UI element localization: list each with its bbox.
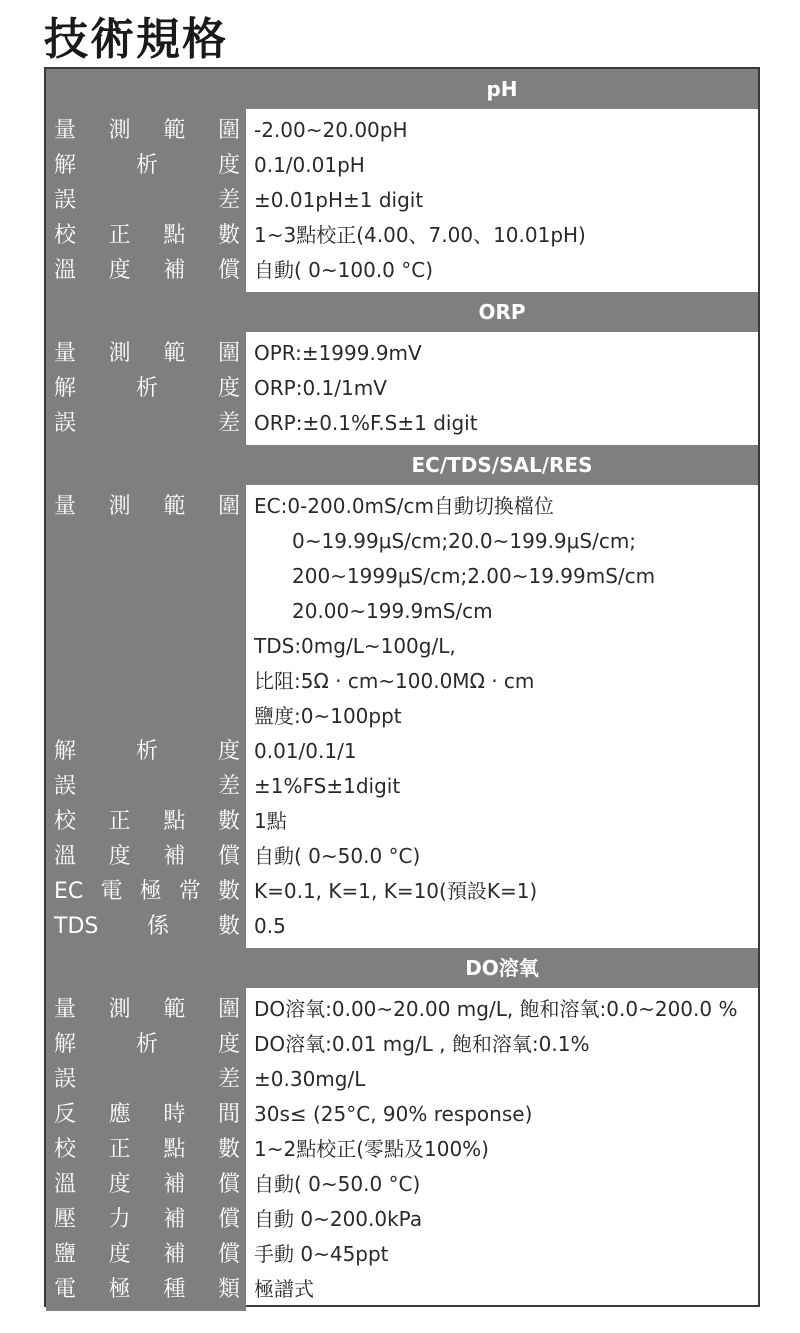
section-do xyxy=(46,948,758,1311)
spec-label xyxy=(46,559,246,594)
spec-label xyxy=(46,699,246,734)
spec-label: 誤差 xyxy=(54,411,240,436)
spec-value: ±1%FS±1digit xyxy=(254,774,401,798)
section-body xyxy=(46,988,758,1311)
spec-value: 30s≤ (25°C, 90% response) xyxy=(254,1102,533,1126)
spec-label: 校正點數 xyxy=(54,809,240,834)
spec-value: K=0.1, K=1, K=10(預設K=1) xyxy=(254,879,538,903)
spec-value: 鹽度:0~100ppt xyxy=(254,704,402,728)
page-title: 技術規格 xyxy=(44,14,228,65)
spec-row xyxy=(46,1062,758,1097)
section-body xyxy=(46,332,758,445)
spec-label: 溫度補償 xyxy=(54,258,240,283)
spec-row xyxy=(46,664,758,699)
spec-row xyxy=(46,1027,758,1062)
spec-row xyxy=(46,734,758,769)
spec-value: 1~2點校正(零點及100%) xyxy=(254,1137,489,1161)
spec-label: 解析度 xyxy=(54,739,240,764)
section-header: DO溶氧 xyxy=(46,948,758,988)
spec-label: 量測範圍 xyxy=(54,494,240,519)
spec-value: 1點 xyxy=(254,809,287,833)
spec-row xyxy=(46,218,758,253)
spec-value: 20.00~199.9mS/cm xyxy=(292,599,493,623)
spec-row xyxy=(46,524,758,559)
spec-label: 溫度補償 xyxy=(54,1172,240,1197)
spec-label: 電極種類 xyxy=(54,1277,240,1302)
spec-row xyxy=(46,148,758,183)
spec-value: TDS:0mg/L~100g/L, xyxy=(254,634,456,658)
spec-label xyxy=(46,664,246,699)
spec-label: 校正點數 xyxy=(54,1137,240,1162)
spec-value: 比阻:5Ω · cm~100.0MΩ · cm xyxy=(254,669,535,693)
section-ph xyxy=(46,69,758,292)
spec-row xyxy=(46,371,758,406)
spec-row xyxy=(46,1132,758,1167)
spec-value: 0.01/0.1/1 xyxy=(254,739,357,763)
spec-value: 自動 0~200.0kPa xyxy=(254,1207,423,1231)
spec-value: DO溶氧:0.01 mg/L , 飽和溶氧:0.1% xyxy=(254,1032,590,1056)
spec-label: 量測範圍 xyxy=(54,997,240,1022)
spec-value: 1~3點校正(4.00、7.00、10.01pH) xyxy=(254,223,586,247)
section-body xyxy=(46,485,758,948)
spec-label: 解析度 xyxy=(54,1032,240,1057)
spec-label xyxy=(46,524,246,559)
spec-table xyxy=(44,67,760,1307)
spec-row xyxy=(46,1097,758,1132)
spec-row xyxy=(46,594,758,629)
spec-label: 鹽度補償 xyxy=(54,1242,240,1267)
spec-label: 壓力補償 xyxy=(54,1207,240,1232)
spec-row xyxy=(46,183,758,218)
spec-label xyxy=(46,594,246,629)
spec-label: 誤差 xyxy=(54,1067,240,1092)
section-ec-tds-sal-res xyxy=(46,445,758,948)
spec-label: 量測範圍 xyxy=(54,118,240,143)
spec-row xyxy=(46,1202,758,1237)
spec-value: DO溶氧:0.00~20.00 mg/L, 飽和溶氧:0.0~200.0 % xyxy=(254,997,738,1021)
section-header: ORP xyxy=(46,292,758,332)
spec-label: 量測範圍 xyxy=(54,341,240,366)
spec-label: 解析度 xyxy=(54,153,240,178)
spec-row xyxy=(46,909,758,944)
spec-value: ±0.01pH±1 digit xyxy=(254,188,424,212)
spec-row xyxy=(46,253,758,288)
section-body xyxy=(46,109,758,292)
spec-value: OPR:±1999.9mV xyxy=(254,341,422,365)
spec-row xyxy=(46,336,758,371)
spec-row xyxy=(46,113,758,148)
spec-row xyxy=(46,489,758,524)
spec-value: 極譜式 xyxy=(254,1277,314,1301)
section-orp xyxy=(46,292,758,445)
spec-label: 誤差 xyxy=(54,774,240,799)
spec-row xyxy=(46,804,758,839)
spec-value: 0.1/0.01pH xyxy=(254,153,365,177)
spec-value: EC:0-200.0mS/cm自動切換檔位 xyxy=(254,494,554,518)
spec-row xyxy=(46,1237,758,1272)
spec-row xyxy=(46,1167,758,1202)
spec-value: 0.5 xyxy=(254,914,286,938)
spec-row xyxy=(46,699,758,734)
spec-value: 200~1999μS/cm;2.00~19.99mS/cm xyxy=(292,564,656,588)
spec-value: -2.00~20.00pH xyxy=(254,118,408,142)
spec-row xyxy=(46,874,758,909)
section-header: pH xyxy=(46,69,758,109)
spec-label: 溫度補償 xyxy=(54,844,240,869)
spec-value: ORP:0.1/1mV xyxy=(254,376,387,400)
spec-label xyxy=(46,629,246,664)
spec-row xyxy=(46,559,758,594)
spec-label: 反應時間 xyxy=(54,1102,240,1127)
spec-value: 0~19.99μS/cm;20.0~199.9μS/cm; xyxy=(292,529,637,553)
spec-row xyxy=(46,839,758,874)
spec-value: 自動( 0~50.0 °C) xyxy=(254,1172,421,1196)
spec-value: 手動 0~45ppt xyxy=(254,1242,389,1266)
spec-value: ±0.30mg/L xyxy=(254,1067,366,1091)
spec-value: 自動( 0~50.0 °C) xyxy=(254,844,421,868)
spec-value: ORP:±0.1%F.S±1 digit xyxy=(254,411,478,435)
spec-label: 解析度 xyxy=(54,376,240,401)
spec-row xyxy=(46,406,758,441)
spec-row xyxy=(46,992,758,1027)
spec-value: 自動( 0~100.0 °C) xyxy=(254,258,434,282)
section-header: EC/TDS/SAL/RES xyxy=(46,445,758,485)
spec-label: EC電極常數 xyxy=(54,879,240,904)
spec-label: 誤差 xyxy=(54,188,240,213)
spec-row xyxy=(46,769,758,804)
spec-row xyxy=(46,1272,758,1307)
spec-row xyxy=(46,629,758,664)
spec-label: 校正點數 xyxy=(54,223,240,248)
spec-label: TDS係數 xyxy=(54,914,240,939)
